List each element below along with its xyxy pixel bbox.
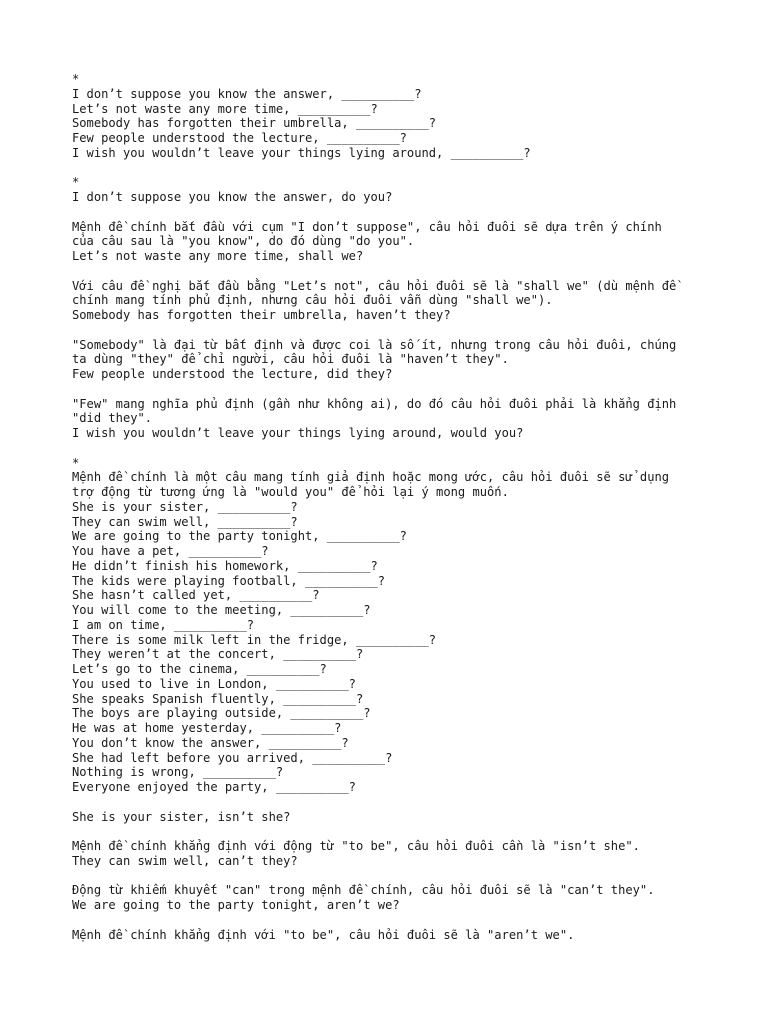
text-line: They can swim well, can’t they?: [72, 853, 298, 868]
text-line: trợ động từ tương ứng là "would you" để hỏi lại ý mong muốn.: [72, 485, 509, 499]
text-line: Nothing is wrong, __________?: [72, 765, 284, 780]
text-line: Few people understood the lecture, did they?: [72, 367, 393, 381]
text-line: I don’t suppose you know the answer, __________?: [72, 86, 422, 101]
text-line: We are going to the party tonight, __________?: [72, 529, 407, 544]
text-line: You will come to the meeting, __________?: [72, 603, 371, 617]
text-line: He didn’t finish his homework, __________?: [72, 558, 378, 573]
blank-line: [72, 795, 712, 810]
blank-line: [72, 382, 712, 397]
text-line: chính mang tính phủ định, nhưng câu hỏi đuôi vẫn dùng "shall we").: [72, 293, 553, 308]
text-line: I wish you wouldn’t leave your things lying around, would you?: [72, 426, 524, 440]
text-line: Let’s go to the cinema, __________?: [72, 662, 327, 676]
blank-line: [72, 161, 712, 176]
text-line: I don’t suppose you know the answer, do you?: [72, 190, 393, 204]
text-line: Few people understood the lecture, __________?: [72, 131, 407, 145]
text-line: "did they".: [72, 411, 153, 426]
text-line: Mệnh đề chính bắt đầu với cụm "I don’t suppose", câu hỏi đuôi sẽ dựa trên ý chính: [72, 219, 662, 234]
text-line: They weren’t at the concert, __________?: [72, 647, 364, 662]
text-line: You have a pet, __________?: [72, 544, 269, 558]
text-line: Mệnh đề chính khẳng định với động từ "to be", câu hỏi đuôi cần là "isn’t she".: [72, 839, 640, 853]
blank-line: [72, 913, 712, 928]
text-line: He was at home yesterday, __________?: [72, 721, 342, 735]
section-marker: *: [72, 175, 80, 190]
text-line: She speaks Spanish fluently, __________?: [72, 691, 364, 706]
text-line: Everyone enjoyed the party, __________?: [72, 780, 356, 794]
text-line: Động từ khiếm khuyết "can" trong mệnh đề chính, câu hỏi đuôi sẽ là "can’t they".: [72, 883, 655, 898]
text-line: She is your sister, isn’t she?: [72, 809, 291, 824]
text-line: Let’s not waste any more time, __________?: [72, 101, 378, 116]
blank-line: [72, 869, 712, 884]
text-line: We are going to the party tonight, aren’t we?: [72, 898, 400, 912]
text-line: Somebody has forgotten their umbrella, haven’t they?: [72, 308, 451, 322]
text-line: The kids were playing football, __________?: [72, 573, 386, 588]
blank-line: [72, 264, 712, 279]
text-line: "Few" mang nghĩa phủ định (gần như không ai), do đó câu hỏi đuôi phải là khẳng định: [72, 396, 677, 411]
text-line: Với câu đề nghị bắt đầu bằng "Let’s not", câu hỏi đuôi sẽ là "shall we" (dù mệnh đề: [72, 278, 677, 293]
text-line: Mệnh đề chính khẳng định với "to be", câu hỏi đuôi sẽ là "aren’t we".: [72, 927, 575, 942]
text-line: ta dùng "they" để chỉ người, câu hỏi đuôi là "haven’t they".: [72, 352, 509, 367]
text-line: She hasn’t called yet, __________?: [72, 588, 320, 603]
text-line: She is your sister, __________?: [72, 499, 298, 514]
document-text: [72, 72, 712, 942]
blank-line: [72, 441, 712, 456]
text-line: There is some milk left in the fridge, __________?: [72, 632, 437, 647]
blank-line: [72, 323, 712, 338]
section-marker: *: [72, 455, 80, 470]
text-line: Mệnh đề chính là một câu mang tính giả định hoặc mong ước, câu hỏi đuôi sẽ sử dụng: [72, 470, 670, 485]
text-line: You used to live in London, __________?: [72, 676, 356, 691]
text-line: She had left before you arrived, __________?: [72, 750, 393, 765]
text-line: Somebody has forgotten their umbrella, __________?: [72, 116, 437, 131]
text-line: của câu sau là "you know", do đó dùng "do you".: [72, 234, 415, 249]
text-line: I wish you wouldn’t leave your things lying around, __________?: [72, 145, 531, 160]
text-line: The boys are playing outside, __________?: [72, 706, 371, 721]
text-line: "Somebody" là đại từ bất định và được coi là số ít, nhưng trong câu hỏi đuôi, chúng: [72, 337, 677, 352]
blank-line: [72, 824, 712, 839]
text-line: You don’t know the answer, __________?: [72, 735, 349, 750]
text-line: Let’s not waste any more time, shall we?: [72, 249, 364, 263]
blank-line: [72, 205, 712, 220]
section-marker: *: [72, 72, 80, 86]
text-line: They can swim well, __________?: [72, 514, 298, 529]
text-line: I am on time, __________?: [72, 617, 255, 632]
